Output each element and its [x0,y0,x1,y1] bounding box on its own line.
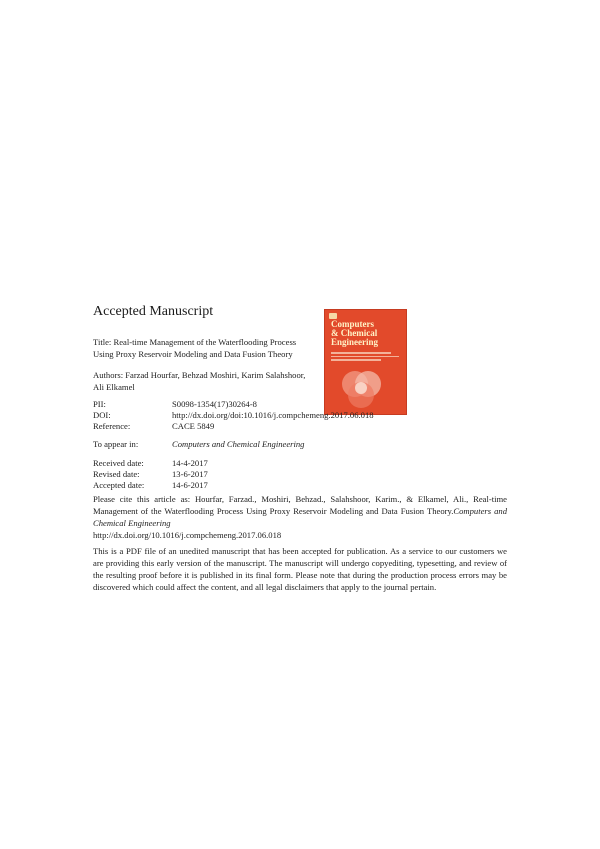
appear-label: To appear in: [93,439,139,449]
pii-value: S0098-1354(17)30264-8 [172,399,257,409]
journal-cover-image [324,309,407,415]
doi-link[interactable]: http://dx.doi.org/doi:10.1016/j.compchemeng.2017.06.018 [172,410,374,420]
citation-journal: Computers and Chemical Engineering [93,506,507,528]
pii-label: PII: [93,399,106,409]
accepted-label: Accepted date: [93,480,145,490]
title-line: Title: Real-time Management of the Waterflooding Process [93,337,297,347]
accepted-date: 14-6-2017 [172,480,208,490]
article-title [93,336,318,360]
manuscript-heading: Accepted Manuscript [93,304,214,319]
disclaimer-paragraph: This is a PDF file of an unedited manuscript that has been accepted for publication. As a service to our customers we are providing this early version of the manuscript. The manuscript will undergo copyediting, typesetting, and review of the resulting proof before it is published in its final form. Please note that during the production process errors may be discovered which could affect the content, and all legal disclaimers that apply to the journal pertain. [93,546,507,592]
doi-label: DOI: [93,410,111,420]
citation-paragraph [93,493,507,541]
received-label: Received date: [93,458,144,468]
title-line: Using Proxy Reservoir Modeling and Data Fusion Theory [93,349,293,359]
cover-title-line: Computers [331,319,374,329]
authors-line: Ali Elkamel [93,382,135,392]
article-authors [93,369,318,393]
journal-name: Computers and Chemical Engineering [172,439,305,449]
received-date: 14-4-2017 [172,458,208,468]
authors-line: Authors: Farzad Hourfar, Behzad Moshiri, Karim Salahshoor, [93,370,306,380]
cover-title-line: Engineering [331,337,379,347]
cover-title [331,320,403,347]
citation-text: Please cite this article as: Hourfar, Farzad., Moshiri, Behzad., Salahshoor, Karim., & Elkamel, Ali., Real-time Management of the Waterflooding Process Using Proxy Reservoir Modeling and Data Fusion Theory. [93,494,507,516]
revised-label: Revised date: [93,469,140,479]
revised-date: 13-6-2017 [172,469,208,479]
cover-title-line: & Chemical [331,328,378,338]
citation-url[interactable]: http://dx.doi.org/10.1016/j.compchemeng.2017.06.018 [93,530,282,540]
reference-label: Reference: [93,421,131,431]
reference-value: CACE 5849 [172,421,215,431]
cover-decorative-lines [331,352,401,363]
cover-venn-icon [325,362,407,415]
